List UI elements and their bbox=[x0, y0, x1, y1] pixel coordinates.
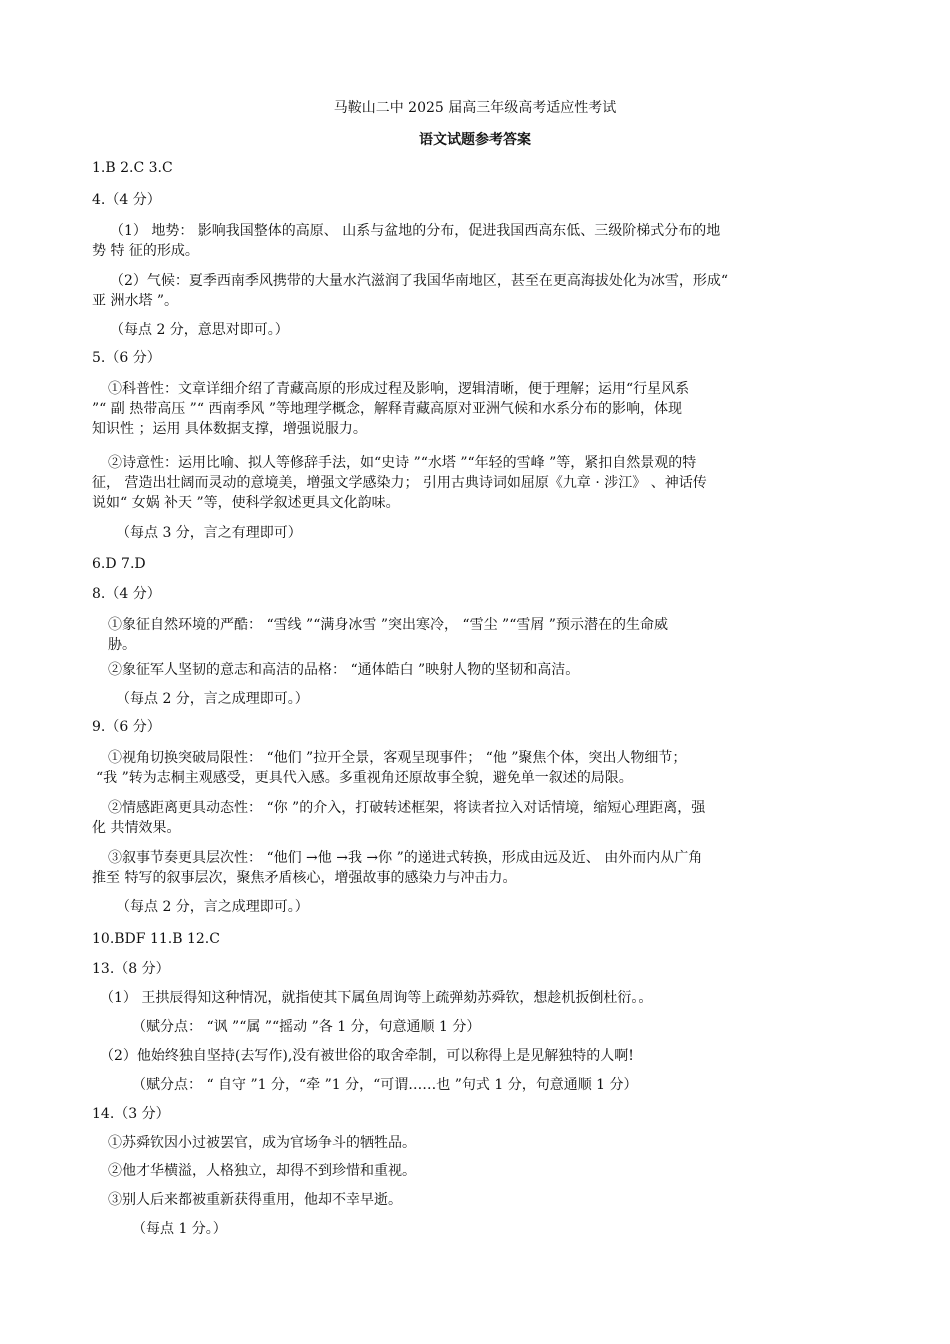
answer-line: “我 ”转为志桐主观感受，更具代入感。多重视角还原故事全貌，避免单一叙述的局限。 bbox=[96, 770, 633, 786]
answer-line: ①视角切换突破局限性： “他们 ”拉开全景，客观呈现事件； “他 ”聚焦个体，突出人物细节； bbox=[108, 750, 687, 766]
answer-line: ③别人后来都被重新获得重用，他却不幸早逝。 bbox=[108, 1192, 402, 1208]
scoring-note: （每点 2 分，意思对即可。） bbox=[110, 322, 289, 338]
answer-line: 1.B 2.C 3.C bbox=[92, 160, 173, 176]
document-subtitle: 语文试题参考答案 bbox=[419, 132, 531, 148]
answer-line: ③叙事节奏更具层次性： “他们 →他 →我 →你 ”的递进式转换，形成由远及近、 由外而内从广角 bbox=[108, 850, 703, 866]
answer-line: ①科普性：文章详细介绍了青藏高原的形成过程及影响，逻辑清晰，便于理解；运用“行星风系 bbox=[108, 381, 690, 397]
scoring-note: （赋分点： “ 自守 ”1 分，“牵 ”1 分，“可谓……也 ”句式 1 分，句意通顺 1 分） bbox=[132, 1077, 638, 1093]
answer-line: （2）他始终独自坚持(去写作),没有被世俗的取舍牵制，可以称得上是见解独特的人啊! bbox=[100, 1048, 634, 1064]
answer-line: （1） 地势： 影响我国整体的高原、 山系与盆地的分布，促进我国西高东低、三级阶梯式分布的地 bbox=[110, 223, 721, 239]
question-heading: 13.（8 分） bbox=[92, 961, 170, 977]
scoring-note: （赋分点： “讽 ”“属 ”“摇动 ”各 1 分，句意通顺 1 分） bbox=[132, 1019, 481, 1035]
answer-line: 化 共情效果。 bbox=[92, 820, 181, 836]
document-title: 马鞍山二中 2025 届高三年级高考适应性考试 bbox=[333, 100, 617, 116]
answer-line: 知识性 ；运用 具体数据支撑，增强说服力。 bbox=[92, 421, 367, 437]
scoring-note: （每点 1 分。） bbox=[132, 1221, 227, 1237]
answer-line: ②诗意性：运用比喻、拟人等修辞手法，如“史诗 ”“水塔 ”“年轻的雪峰 ”等，紧扣自然景观的特 bbox=[108, 455, 697, 471]
answer-line: 10.BDF 11.B 12.C bbox=[92, 931, 220, 947]
answer-line: 胁。 bbox=[108, 637, 136, 653]
answer-line: ①苏舜钦因小过被罢官，成为官场争斗的牺牲品。 bbox=[108, 1135, 416, 1151]
answer-line: 势 特 征的形成。 bbox=[92, 243, 199, 259]
answer-line: ②象征军人坚韧的意志和高洁的品格： “通体皓白 ”映射人物的坚韧和高洁。 bbox=[108, 662, 580, 678]
answer-line: ①象征自然环境的严酷： “雪线 ”“满身冰雪 ”突出寒冷， “雪尘 ”“雪屑 ”预示潜在的生命威 bbox=[108, 617, 668, 633]
answer-line: 征， 营造出壮阔而灵动的意境美，增强文学感染力； 引用古典诗词如屈原《九章 · 涉江》 、神话传 bbox=[92, 475, 707, 491]
question-heading: 5.（6 分） bbox=[92, 350, 161, 366]
question-heading: 8.（4 分） bbox=[92, 586, 161, 602]
question-heading: 9.（6 分） bbox=[92, 719, 161, 735]
answer-line: ②他才华横溢，人格独立，却得不到珍惜和重视。 bbox=[108, 1163, 416, 1179]
answer-line: 推至 特写的叙事层次，聚焦矛盾核心，增强故事的感染力与冲击力。 bbox=[92, 870, 517, 886]
question-heading: 4.（4 分） bbox=[92, 192, 161, 208]
answer-line: （1） 王拱辰得知这种情况，就指使其下属鱼周询等上疏弹劾苏舜钦，想趁机扳倒杜衍。。 bbox=[100, 990, 653, 1006]
scoring-note: （每点 3 分，言之有理即可） bbox=[116, 525, 302, 541]
answer-line: 说如“ 女娲 补天 ”等，使科学叙述更具文化韵味。 bbox=[92, 495, 400, 511]
question-heading: 14.（3 分） bbox=[92, 1106, 170, 1122]
answer-line: 亚 洲水塔 ”。 bbox=[92, 293, 179, 309]
answer-line: 6.D 7.D bbox=[92, 556, 146, 572]
answer-line: （2）气候：夏季西南季风携带的大量水汽滋润了我国华南地区，甚至在更高海拔处化为冰雪，形成“ bbox=[110, 273, 729, 289]
answer-line: ”“ 副 热带高压 ”“ 西南季风 ”等地理学概念，解释青藏高原对亚洲气候和水系分布的影响，体现 bbox=[92, 401, 683, 417]
scoring-note: （每点 2 分，言之成理即可。） bbox=[116, 899, 309, 915]
answer-line: ②情感距离更具动态性： “你 ”的介入，打破转述框架，将读者拉入对话情境，缩短心理距离，强 bbox=[108, 800, 706, 816]
scoring-note: （每点 2 分，言之成理即可。） bbox=[116, 691, 309, 707]
